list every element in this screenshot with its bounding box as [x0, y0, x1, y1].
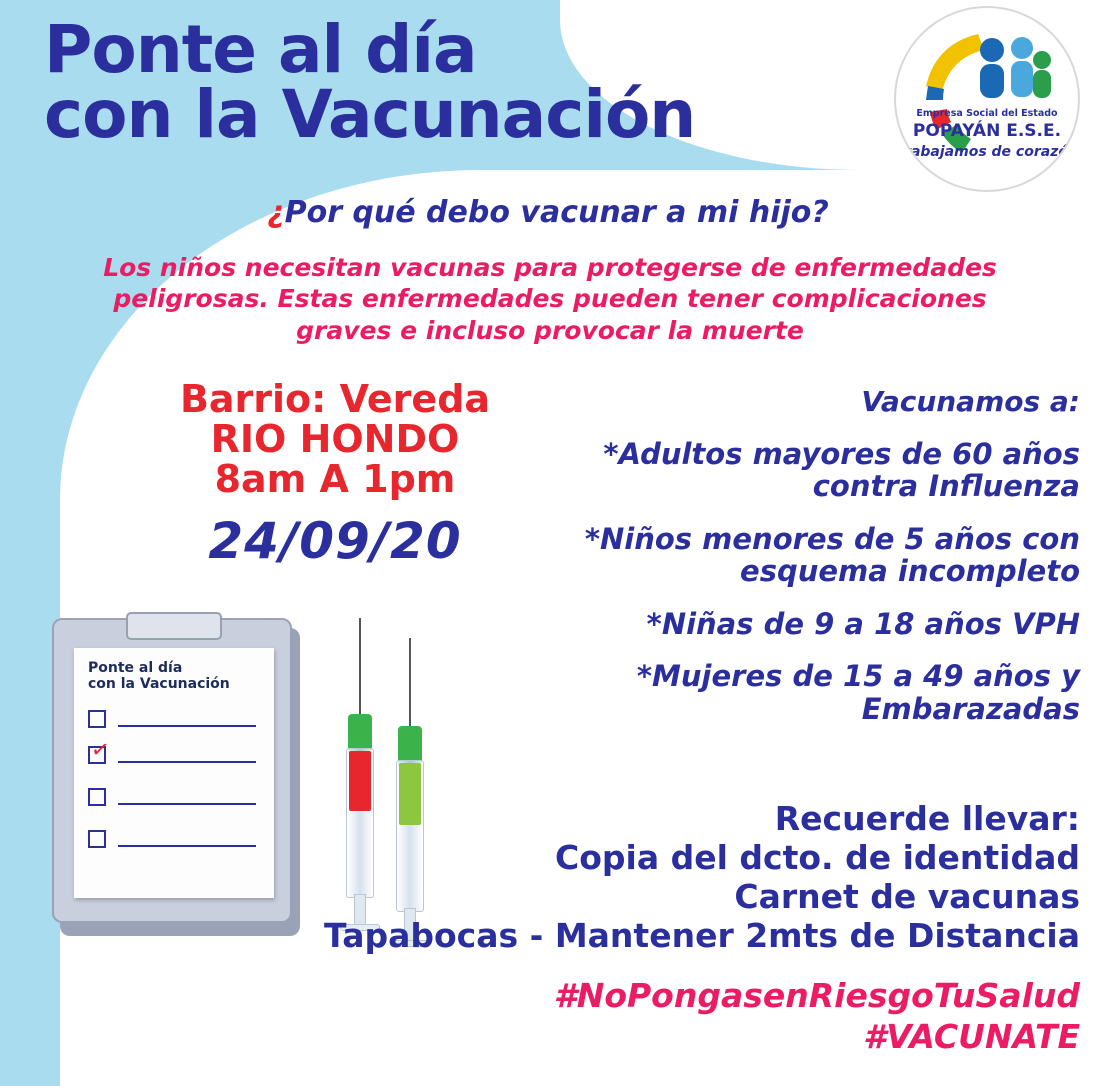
event-barrio-line-2: RIO HONDO: [210, 416, 460, 461]
logo-line3: Trabajamos de corazón: [896, 144, 1078, 160]
event-date: 24/09/20: [208, 511, 462, 570]
poster-subtitle: [0, 195, 1096, 230]
vaccination-list-item: *Mujeres de 15 a 49 años y Embarazadas: [636, 659, 1080, 726]
title-line-2: con la Vacunación: [44, 75, 696, 153]
reminder-block: [200, 800, 1080, 956]
syringe-needle: [409, 638, 411, 726]
subtitle-text: Por qué debo vacunar a mi hijo?: [284, 195, 829, 230]
hashtag-secondary: #VACUNATE: [863, 1017, 1080, 1057]
hashtag-primary: #NoPongasenRiesgoTuSalud: [553, 976, 1080, 1015]
vaccination-list-item: *Adultos mayores de 60 años contra Influenza: [603, 437, 1080, 504]
lead-line-3: graves e incluso provocar la muerte: [296, 315, 804, 345]
vaccination-target-list: [520, 385, 1080, 725]
checkbox-checked-icon: [88, 736, 112, 765]
reminder-item-id-copy: Copia del dcto. de identidad: [555, 837, 1080, 877]
checkbox-unchecked-icon: [88, 788, 106, 806]
event-hours: 8am A 1pm: [214, 456, 456, 501]
vaccination-list-heading: Vacunamos a:: [861, 385, 1080, 418]
reminder-item-vaccine-card: Carnet de vacunas: [734, 876, 1080, 916]
vaccination-list-item: *Niños menores de 5 años con esquema incompleto: [584, 521, 1080, 589]
reminder-heading: Recuerde llevar:: [774, 799, 1080, 838]
clipboard-title: [88, 660, 230, 692]
logo-line1: Empresa Social del Estado: [916, 108, 1058, 119]
lead-line-1: Los niños necesitan vacunas para protegerse de enfermedades: [103, 253, 997, 282]
poster-lead-paragraph: [30, 252, 1070, 346]
syringe-needle: [359, 618, 361, 714]
clipboard-rule-line: [118, 761, 256, 763]
event-info: [140, 377, 530, 570]
check-mark-icon: ✓: [89, 736, 112, 765]
vaccination-list-item: *Niñas de 9 a 18 años VPH: [646, 606, 1080, 641]
popayan-ese-logo: [896, 8, 1078, 190]
clipboard-row: [88, 736, 260, 768]
title-line-1: Ponte al día: [44, 11, 477, 88]
subtitle-question-mark: ¿: [267, 195, 285, 230]
clipboard-rule-line: [118, 725, 256, 727]
clipboard-clip: [126, 612, 222, 640]
clipboard-row: [88, 710, 260, 732]
clipboard-title-line-2: con la Vacunación: [88, 676, 230, 693]
checkbox-unchecked-icon: [88, 830, 106, 848]
reminder-item-mask-distance: Tapabocas - Mantener 2mts de Distancia: [323, 915, 1080, 955]
poster-title: [44, 11, 696, 153]
checkbox-unchecked-icon: [88, 710, 106, 728]
hashtag-block: [200, 975, 1080, 1058]
logo-graphic: [896, 8, 1078, 190]
logo-line2: POPAYÁN E.S.E.: [912, 121, 1062, 141]
clipboard-title-line-1: Ponte al día: [88, 660, 183, 676]
event-barrio-line-1: Barrio: Vereda: [179, 377, 491, 421]
lead-line-2: peligrosas. Estas enfermedades pueden tener complicaciones: [113, 284, 987, 314]
